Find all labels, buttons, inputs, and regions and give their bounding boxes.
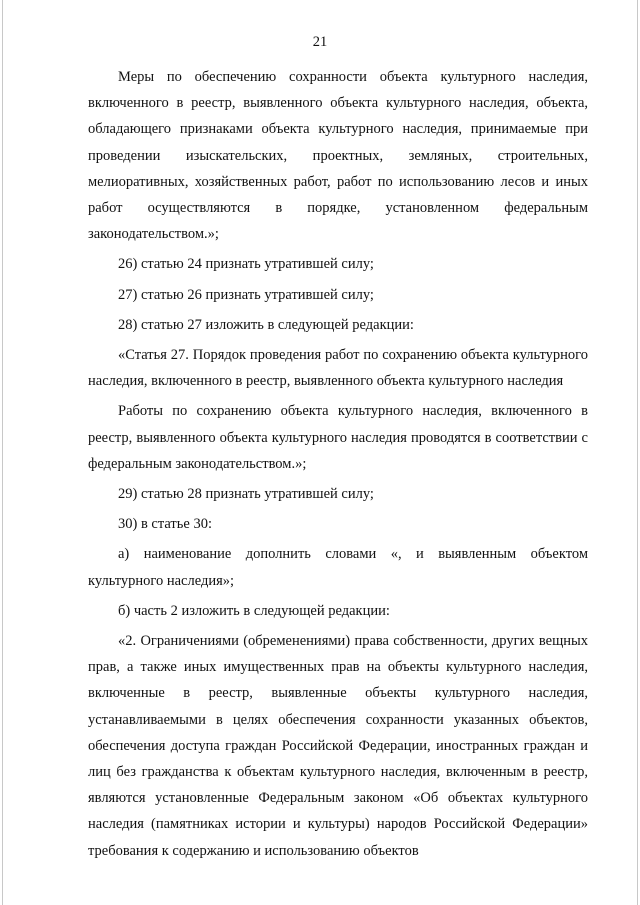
paragraph-item-26: 26) статью 24 признать утратившей силу; <box>118 256 374 273</box>
document-body <box>88 64 588 868</box>
paragraph-part-2: «2. Ограничениями (обременениями) права собственности, других вещных прав, а также иных имущественных прав на объекты культурного наследия, включенные в реестр, выявленные объекты культурного наследия, устанавливаемыми в целях обеспечения сохранности указанных объектов, обеспечения доступа граждан Российской Федерации, иностранных граждан и лиц без гражданства к объектам культурного наследия, включенным в реестр, являются установленные Федеральным законом «Об объектах культурного наследия (памятниках истории и культуры) народов Российской Федерации» требования к содержанию и использованию объектов <box>88 633 588 859</box>
paragraph-item-30: 30) в статье 30: <box>118 516 212 533</box>
paragraph-item-30-a: а) наименование дополнить словами «, и выявленным объектом культурного наследия»; <box>88 546 588 589</box>
page-number: 21 <box>312 34 328 50</box>
paragraph-measures: Меры по обеспечению сохранности объекта культурного наследия, включенного в реестр, выявленного объекта культурного наследия, объекта, обладающего признаками объекта культурного наследия, принимаемые при проведении изыскательских, проектных, земляных, строительных, мелиоративных, хозяйственных работ, работ по использованию лесов и иных работ осуществляются в порядке, установленном федеральным законодательством.»; <box>88 69 588 243</box>
paragraph-item-30-b: б) часть 2 изложить в следующей редакции: <box>118 602 390 619</box>
paragraph-item-27: 27) статью 26 признать утратившей силу; <box>118 286 374 303</box>
page-right-edge <box>637 0 638 905</box>
page-left-edge <box>2 0 3 905</box>
paragraph-item-29: 29) статью 28 признать утратившей силу; <box>118 486 374 503</box>
paragraph-article-27-heading: «Статья 27. Порядок проведения работ по сохранению объекта культурного наследия, включенного в реестр, выявленного объекта культурного наследия <box>88 347 588 390</box>
paragraph-article-27-text: Работы по сохранению объекта культурного наследия, включенного в реестр, выявленного объекта культурного наследия проводятся в соответствии с федеральным законодательством.»; <box>88 403 588 472</box>
paragraph-item-28: 28) статью 27 изложить в следующей редакции: <box>118 316 414 333</box>
